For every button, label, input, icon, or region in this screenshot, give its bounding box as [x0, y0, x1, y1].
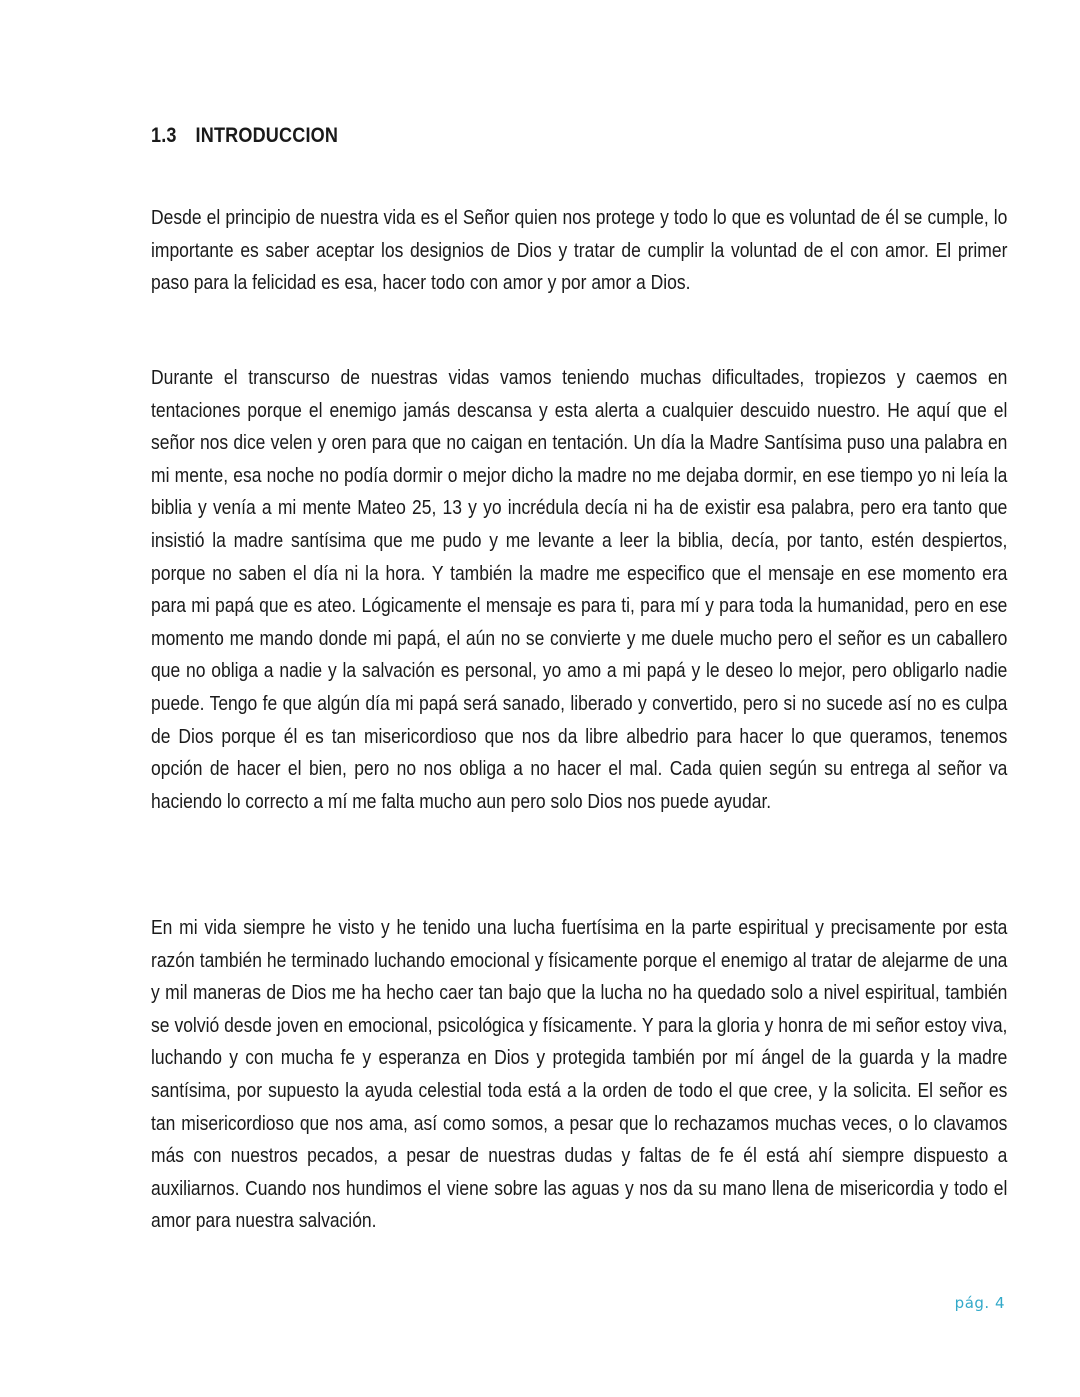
section-title: INTRODUCCION [195, 124, 339, 147]
paragraph-3: En mi vida siempre he visto y he tenido una lucha fuertísima en la parte espiritual y precisamente por esta razón también he terminado luchando emocional y físicamente porque el enemigo al tratar de alejarme de una y mil maneras de Dios me ha hecho caer tan bajo que la lucha no ha quedado solo a nivel espiritual, también se volvió desde joven en emocional, psicológica y físicamente. Y para la gloria y honra de mi señor estoy viva, luchando y con mucha fe y esperanza en Dios y protegida también por mí ángel de la guarda y la madre santísima, por supuesto la ayuda celestial toda está a la orden de todo el que cree, y la solicita. El señor es tan misericordioso que nos ama, así como somos, a pesar que lo rechazamos muchas veces, o lo clavamos más con nuestros pecados, a pesar de nuestras dudas y faltas de fe él está ahí siempre dispuesto a auxiliarnos. Cuando nos hundimos el viene sobre las aguas y nos da su mano llena de misericordia y todo el amor para nuestra salvación. [151, 916, 1008, 1233]
page-number: pág. 4 [954, 1294, 1005, 1312]
paragraph-2: Durante el transcurso de nuestras vidas vamos teniendo muchas dificultades, tropiezos y caemos en tentaciones porque el enemigo jamás descansa y esta alerta a cualquier descuido nuestro. He aquí que el señor nos dice velen y oren para que no caigan en tentación. Un día la Madre Santísima puso una palabra en mi mente, esa noche no podía dormir o mejor dicho la madre no me dejaba dormir, en ese tiempo yo ni leía la biblia y venía a mi mente Mateo 25, 13 y yo incrédula decía ni ha de existir esa palabra, pero era tanto que insistió la madre santísima que me pudo y me levante a leer la biblia, decía, por tanto, estén despiertos, porque no saben el día ni la hora. Y también la madre me especifico que el mensaje en ese momento era para mi papá que es ateo. Lógicamente el mensaje es para ti, para mí y para toda la humanidad, pero en ese momento me mando donde mi papá, el aún no se convierte y me duele mucho pero el señor es un caballero que no obliga a nadie y la salvación es personal, yo amo a mi papá y le deseo lo mejor, pero obligarlo nadie puede. Tengo fe que algún día mi papá será sanado, liberado y convertido, pero si no sucede así no es culpa de Dios porque él es tan misericordioso que nos da libre albedrio para hacer lo que queramos, tenemos opción de hacer el bien, pero no nos obliga a no hacer el mal. Cada quien según su entrega al señor va haciendo lo correcto a mí me falta mucho aun pero solo Dios nos puede ayudar. [151, 366, 1008, 813]
section-heading [151, 124, 338, 148]
paragraph-1: Desde el principio de nuestra vida es el Señor quien nos protege y todo lo que es voluntad de él se cumple, lo importante es saber aceptar los designios de Dios y tratar de cumplir la voluntad de el con amor. El primer paso para la felicidad es esa, hacer todo con amor y por amor a Dios. [151, 206, 1008, 295]
section-number: 1.3 [151, 124, 177, 147]
